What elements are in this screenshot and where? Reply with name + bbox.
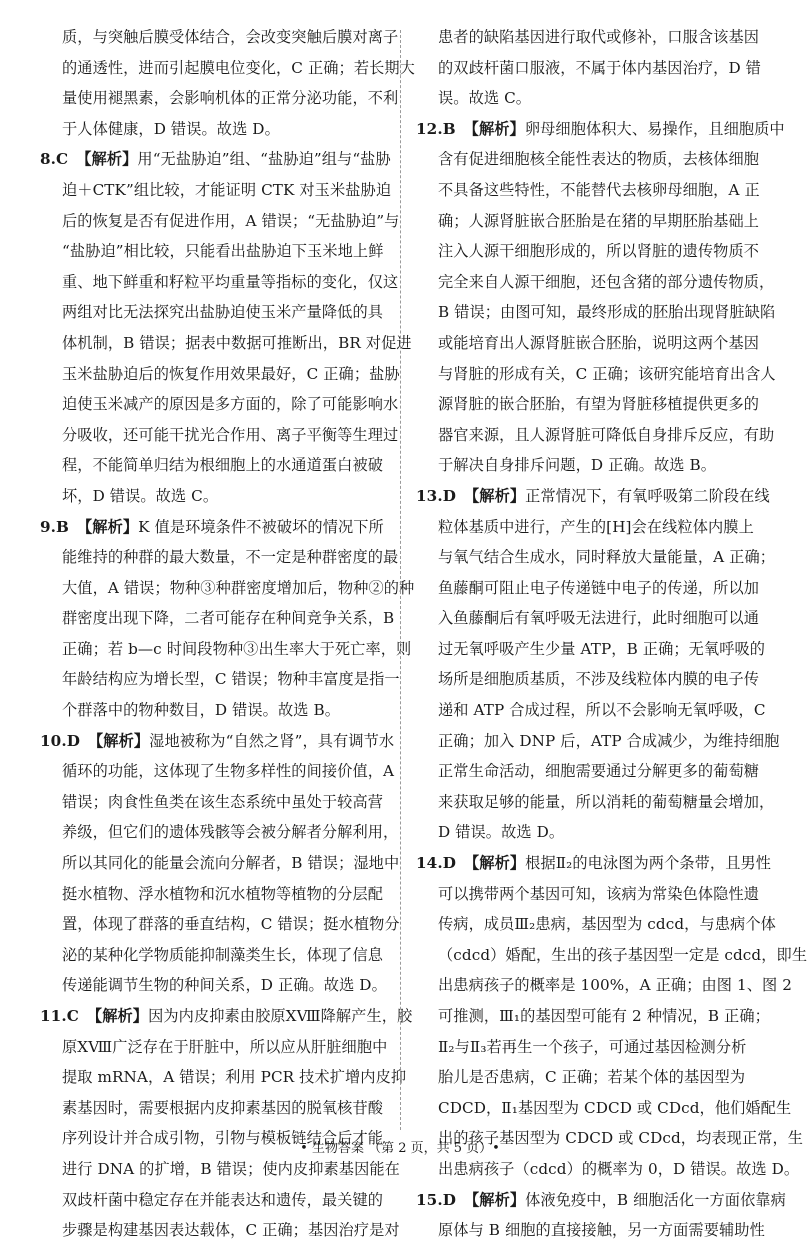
analysis-text: 因为内皮抑素由胶原ⅩⅧ降解产生，胶	[148, 1007, 413, 1025]
text-line: 坏，D 错误。故选 C。	[62, 486, 219, 505]
analysis-text: K 值是环境条件不被破坏的情况下所	[138, 517, 384, 536]
text-line: 个群落中的物种数目，D 错误。故选 B。	[62, 701, 340, 720]
text-line: 群密度出现下降，二者可能存在种间竞争关系，B	[62, 609, 395, 628]
analysis-text: 正常情况下，有氧呼吸第二阶段在线	[525, 486, 770, 505]
text-line: 出患病孩子（cdcd）的概率为 0，D 错误。故选 D。	[438, 1159, 800, 1178]
text-line: 正常生命活动，细胞需要通过分解更多的葡萄糖	[438, 762, 760, 781]
text-line: 置，体现了群落的垂直结构，C 错误；挺水植物分	[62, 915, 400, 934]
question-number: 8.C	[40, 150, 69, 169]
text-line: 鱼藤酮可阻止电子传递链中电子的传递，所以加	[438, 578, 760, 597]
text-line: 分吸收，还可能干扰光合作用、离子平衡等生理过	[62, 425, 399, 444]
analysis-tag: 【解析】	[88, 731, 150, 750]
analysis-tag: 【解析】	[86, 1007, 149, 1025]
page-footer: • 生物答案 （第 2 页，共 5 页）•	[300, 1141, 500, 1156]
text-line: B 错误；由图可知，最终形成的胚胎出现肾脏缺陷	[438, 303, 776, 322]
question-13-header	[416, 481, 770, 512]
question-11-header	[40, 1001, 413, 1032]
question-10-header	[40, 726, 395, 757]
text-line: 注入人源干细胞形成的，所以肾脏的遗传物质不	[438, 242, 760, 261]
right-column	[416, 22, 807, 1246]
text-line: 大值，A 错误；物种③种群密度增加后，物种②的种	[62, 578, 415, 597]
text-line: 传病，成员Ⅲ₂患病，基因型为 cdcd，与患病个体	[438, 915, 776, 934]
analysis-tag: 【解析】	[76, 150, 138, 169]
text-line: 量使用褪黑素，会影响机体的正常分泌功能，不利	[62, 89, 399, 108]
analysis-text: 根据Ⅱ₂的电泳图为两个条带，且男性	[525, 854, 772, 873]
text-line: 胎儿是否患病，C 正确；若某个体的基因型为	[438, 1068, 746, 1087]
text-line: 器官来源，且人源肾脏可降低自身排斥反应，有助	[438, 425, 775, 444]
text-line: 传递能调节生物的种间关系，D 正确。故选 D。	[62, 976, 387, 995]
text-line: 于人体健康，D 错误。故选 D。	[62, 119, 280, 138]
text-line: 场所是细胞质基质，不涉及线粒体内膜的电子传	[438, 670, 760, 689]
text-line: 来获取足够的能量，所以消耗的葡萄糖量会增加，	[438, 792, 775, 811]
text-line: 素基因时，需要根据内皮抑素基因的脱氧核苷酸	[62, 1098, 384, 1117]
text-line: 确；人源肾脏嵌合胚胎是在猪的早期胚胎基础上	[438, 211, 760, 230]
text-line: （cdcd）婚配，生出的孩子基因型一定是 cdcd，即生	[438, 945, 807, 964]
question-number: 12.B	[416, 119, 456, 138]
text-line: 粒体基质中进行，产生的[H]会在线粒体内膜上	[438, 517, 754, 536]
analysis-text: 体液免疫中，B 细胞活化一方面依靠病	[525, 1190, 786, 1209]
text-line: 误。故选 C。	[438, 89, 532, 108]
analysis-tag: 【解析】	[77, 517, 139, 536]
text-line: 玉米盐胁迫后的恢复作用效果最好，C 正确；盐胁	[62, 364, 400, 383]
question-number: 14.D	[416, 854, 456, 873]
text-line: 双歧杆菌中稳定存在并能表达和遗传，最关键的	[62, 1190, 384, 1209]
text-line: 源肾脏的嵌合胚胎，有望为肾脏移植提供更多的	[438, 395, 760, 414]
text-line: 质，与突触后膜受体结合，会改变突触后膜对离子	[62, 28, 399, 46]
text-line: CDCD，Ⅱ₁基因型为 CDCD 或 CDcd，他们婚配生	[438, 1098, 792, 1117]
text-line: 重、地下鲜重和籽粒平均重量等指标的变化，仅这	[62, 272, 399, 291]
text-line: 年龄结构应为增长型，C 错误；物种丰富度是指一	[62, 670, 400, 689]
text-line: 序列设计并合成引物，引物与模板链结合后才能	[62, 1129, 384, 1148]
text-line: 循环的功能，这体现了生物多样性的间接价值，A	[62, 762, 395, 781]
question-number: 10.D	[40, 731, 80, 750]
text-line: 原体与 B 细胞的直接接触，另一方面需要辅助性	[438, 1221, 765, 1240]
column-divider	[400, 30, 401, 1130]
text-line: “盐胁迫”相比较，只能看出盐胁迫下玉米地上鲜	[62, 242, 384, 261]
text-line: 正确；加入 DNP 后，ATP 合成减少，为维持细胞	[438, 731, 780, 750]
text-line: 或能培育出人源肾脏嵌合胚胎，说明这两个基因	[438, 333, 760, 352]
text-line: 步骤是构建基因表达载体，C 正确；基因治疗是对	[62, 1221, 400, 1240]
text-line: 的通透性，进而引起膜电位变化，C 正确；若长期大	[62, 58, 415, 77]
question-number: 13.D	[416, 486, 456, 505]
text-line: 出的孩子基因型为 CDCD 或 CDcd，均表现正常，生	[438, 1129, 804, 1148]
analysis-text: 湿地被称为“自然之肾”，具有调节水	[149, 731, 395, 750]
text-line: 与氧气结合生成水，同时释放大量能量，A 正确；	[438, 548, 776, 567]
text-line: 迫＋CTK”组比较，才能证明 CTK 对玉米盐胁迫	[62, 180, 392, 199]
text-line: Ⅱ₂与Ⅱ₃若再生一个孩子，可通过基因检测分析	[438, 1037, 747, 1056]
text-line: 可以携带两个基因可知，该病为常染色体隐性遗	[438, 884, 760, 903]
text-line: 两组对比无法探究出盐胁迫使玉米产量降低的具	[62, 303, 384, 322]
text-line: D 错误。故选 D。	[438, 823, 565, 842]
analysis-tag: 【解析】	[464, 486, 526, 505]
analysis-tag: 【解析】	[464, 854, 526, 873]
question-number: 15.D	[416, 1190, 456, 1209]
text-line: 泌的某种化学物质能抑制藻类生长，体现了信息	[62, 945, 384, 964]
text-line: 出患病孩子的概率是 100%，A 正确；由图 1、图 2	[438, 976, 793, 995]
question-number: 9.B	[40, 517, 69, 536]
text-line: 可推测，Ⅲ₁的基因型可能有 2 种情况，B 正确；	[438, 1007, 770, 1025]
question-12-header	[416, 114, 785, 145]
text-line: 含有促进细胞核全能性表达的物质，去核体细胞	[438, 150, 760, 169]
text-line: 能维持的种群的最大数量，不一定是种群密度的最	[62, 548, 399, 567]
analysis-text: 用“无盐胁迫”组、“盐胁迫”组与“盐胁	[137, 150, 391, 169]
text-line: 正确；若 b—c 时间段物种③出生率大于死亡率，则	[62, 639, 412, 658]
text-line: 原ⅩⅧ广泛存在于肝脏中，所以应从肝脏细胞中	[62, 1037, 388, 1056]
question-9-header	[40, 512, 384, 543]
analysis-tag: 【解析】	[463, 119, 525, 138]
question-number: 11.C	[40, 1007, 79, 1025]
question-14-header	[416, 848, 772, 879]
text-line: 挺水植物、浮水植物和沉水植物等植物的分层配	[62, 884, 384, 903]
text-line: 过无氧呼吸产生少量 ATP，B 正确；无氧呼吸的	[438, 639, 766, 658]
text-line: 所以其同化的能量会流向分解者，B 错误；湿地中	[62, 854, 400, 873]
text-line: 体机制，B 错误；据表中数据可推断出，BR 对促进	[62, 333, 412, 352]
text-line: 完全来自人源干细胞，还包含猪的部分遗传物质，	[438, 272, 775, 291]
text-line: 患者的缺陷基因进行取代或修补，口服含该基因	[438, 28, 760, 46]
text-line: 后的恢复是否有促进作用，A 错误；“无盐胁迫”与	[62, 211, 400, 230]
analysis-text: 卵母细胞体积大、易操作，且细胞质中	[524, 119, 785, 138]
text-line: 入鱼藤酮后有氧呼吸无法进行，此时细胞可以通	[438, 609, 760, 628]
text-line: 迫使玉米减产的原因是多方面的，除了可能影响水	[62, 395, 399, 414]
text-line: 程，不能简单归结为根细胞上的水通道蛋白被破	[62, 456, 384, 475]
question-15-header	[416, 1185, 786, 1216]
text-line: 的双歧杆菌口服液，不属于体内基因治疗，D 错	[438, 58, 761, 77]
text-line: 养级，但它们的遗体残骸等会被分解者分解利用，	[62, 823, 399, 842]
analysis-tag: 【解析】	[464, 1190, 526, 1209]
text-line: 不具备这些特性，不能替代去核卵母细胞，A 正	[438, 180, 760, 199]
question-8-header	[40, 144, 391, 175]
text-line: 错误；肉食性鱼类在该生态系统中虽处于较高营	[62, 792, 384, 811]
text-line: 递和 ATP 合成过程，所以不会影响无氧呼吸，C	[438, 701, 766, 720]
text-line: 进行 DNA 的扩增，B 错误；使内皮抑素基因能在	[62, 1159, 400, 1178]
text-line: 与肾脏的形成有关，C 正确；该研究能培育出含人	[438, 364, 776, 383]
text-line: 提取 mRNA，A 错误；利用 PCR 技术扩增内皮抑	[62, 1068, 407, 1087]
text-line: 于解决自身排斥问题，D 正确。故选 B。	[438, 456, 716, 475]
